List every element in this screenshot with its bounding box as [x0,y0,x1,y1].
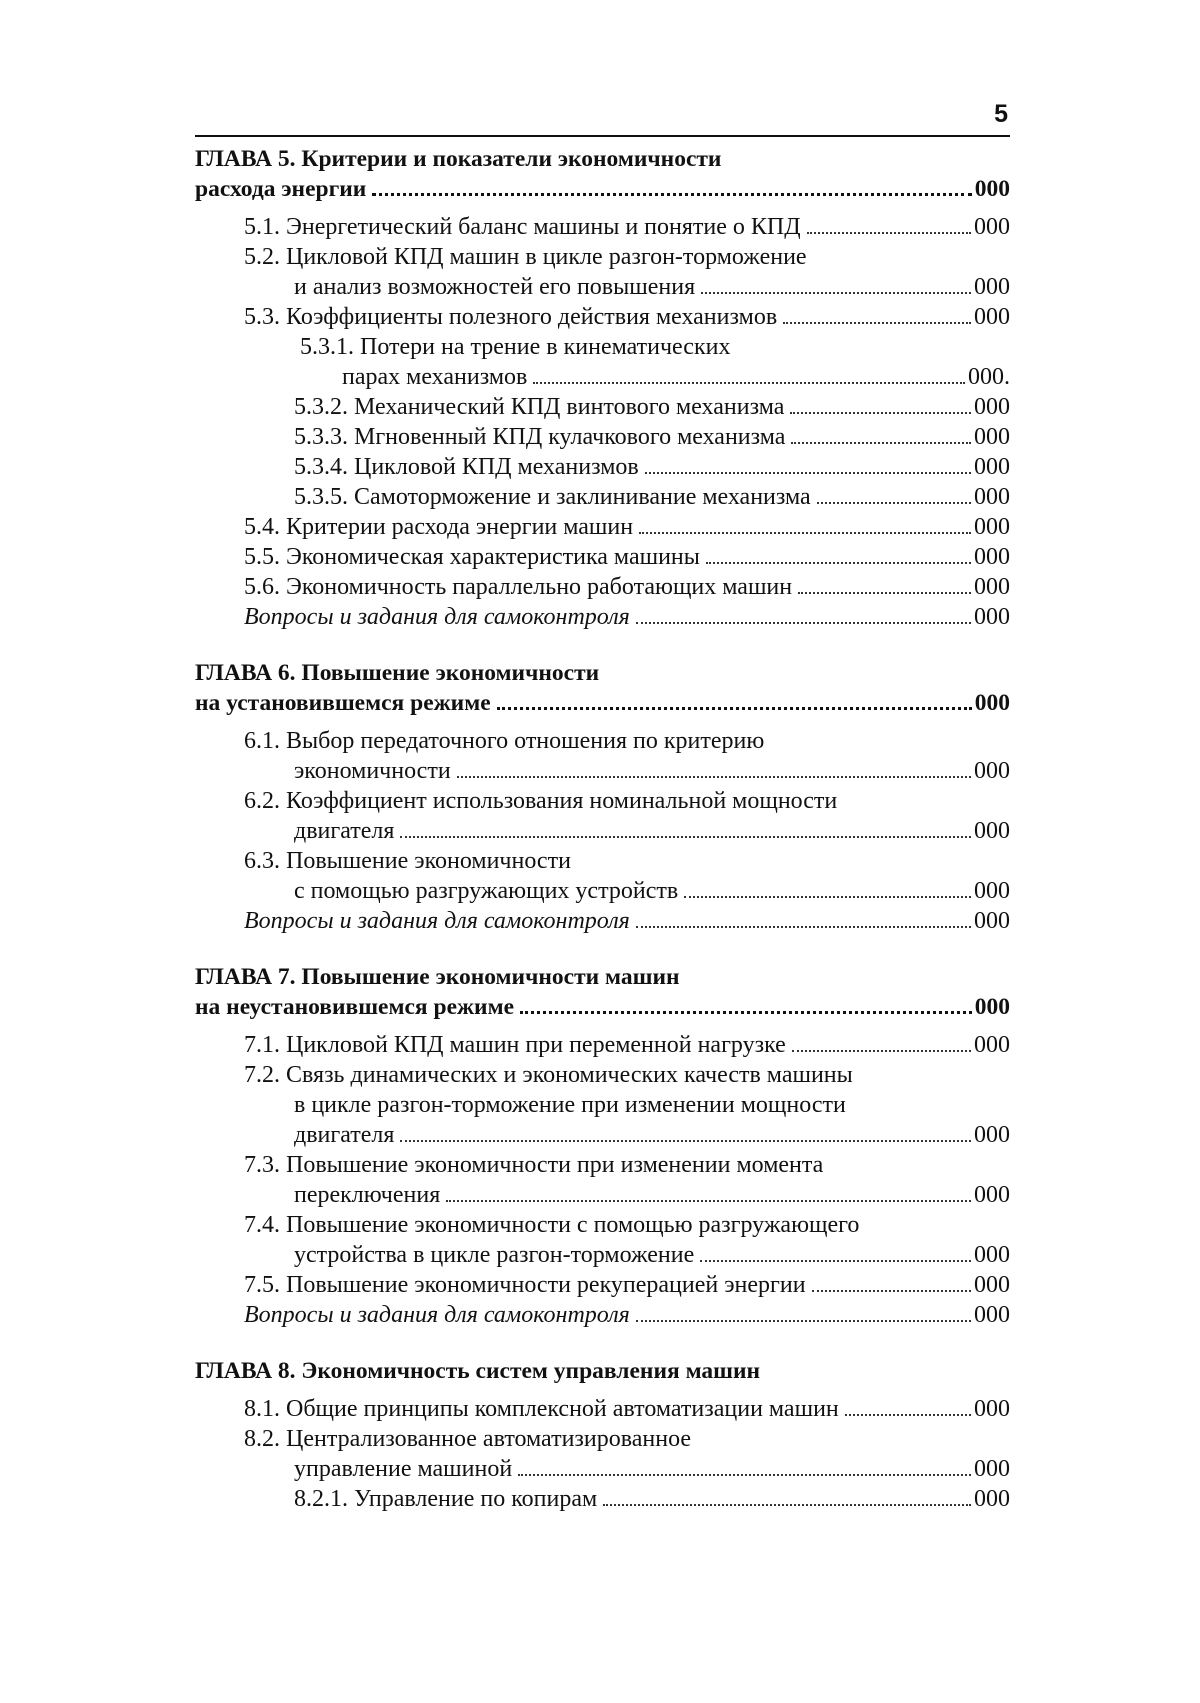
page-ref: 000 [974,758,1010,784]
page-ref: 000 [974,1486,1010,1512]
toc-entry [195,1424,1010,1454]
leader-dots [446,1182,971,1202]
leader-dots [807,214,971,234]
toc-entry [195,212,1010,242]
leader-dots [792,1032,971,1052]
leader-dots [497,690,972,710]
leader-dots [636,908,971,928]
page-ref: 000 [974,274,1010,300]
entry-title: 5.3.1. Потери на трение в кинематических [300,334,731,360]
entry-title: 7.1. Цикловой КПД машин при переменной нагрузке [244,1032,786,1058]
entry-title: 5.1. Энергетический баланс машины и понятие о КПД [244,214,801,240]
page-ref: 000 [974,1302,1010,1328]
leader-dots [372,176,971,196]
entry-title-cont: парах механизмов [342,364,528,390]
chapter-title: ГЛАВА 8. Экономичность систем управления машин [195,1358,761,1384]
leader-dots [790,394,971,414]
entry-title-cont: переключения [294,1182,441,1208]
page-ref: 000 [974,1242,1010,1268]
chapter-title-line [195,1356,1010,1386]
page-ref: 000 [974,1456,1010,1482]
entry-title: 7.2. Связь динамических и экономических качеств машины [244,1062,853,1088]
toc-entry [195,572,1010,602]
toc-entry [195,452,1010,482]
page-ref: 000 [974,304,1010,330]
page-ref: 000 [974,424,1010,450]
toc-page [195,0,1010,1514]
page-ref: 000 [974,394,1010,420]
toc-entry [195,1210,1010,1240]
chapter-title: ГЛАВА 6. Повышение экономичности [195,660,600,686]
toc-entry-questions [195,602,1010,632]
toc-entry-cont [195,362,1010,392]
toc-entry [195,726,1010,756]
entry-title: 5.5. Экономическая характеристика машины [244,544,700,570]
page-ref: 000. [968,364,1010,390]
leader-dots [636,1302,971,1322]
toc-entry-questions [195,906,1010,936]
chapter-title: ГЛАВА 7. Повышение экономичности машин [195,964,680,990]
toc-entry [195,242,1010,272]
leader-dots [533,364,965,384]
entry-title-cont: в цикле разгон-торможение при изменении мощности [294,1092,846,1118]
page-ref: 000 [974,454,1010,480]
page-ref: 000 [974,878,1010,904]
leader-dots [817,484,971,504]
toc-entry-cont [195,1090,1010,1120]
header-rule [195,135,1010,137]
leader-dots [798,574,971,594]
toc-entry-cont [195,1120,1010,1150]
entry-title: 5.6. Экономичность параллельно работающих машин [244,574,793,600]
entry-title: 7.3. Повышение экономичности при изменении момента [244,1152,824,1178]
entry-title: 5.4. Критерии расхода энергии машин [244,514,634,540]
leader-dots [457,758,971,778]
leader-dots [400,1122,971,1142]
chapter-title-line [195,174,1010,204]
entry-title: 6.3. Повышение экономичности [244,848,571,874]
toc-entry [195,1030,1010,1060]
page-ref: 000 [974,484,1010,510]
chapter-title-cont: на неустановившемся режиме [195,994,515,1020]
chapter-5 [195,144,1010,632]
chapter-title-cont: на установившемся режиме [195,690,491,716]
chapter-title-line [195,144,1010,174]
entry-title: Вопросы и задания для самоконтроля [244,604,630,630]
leader-dots [520,994,972,1014]
toc-entry [195,1394,1010,1424]
page-ref: 000 [974,544,1010,570]
page-ref: 000 [974,214,1010,240]
entry-title: 8.2.1. Управление по копирам [294,1486,598,1512]
entry-title: 8.1. Общие принципы комплексной автоматизации машин [244,1396,839,1422]
entry-title-cont: управление машиной [294,1456,513,1482]
toc-entry [195,332,1010,362]
page-ref: 000 [974,574,1010,600]
chapter-title-line [195,658,1010,688]
entry-title: Вопросы и задания для самоконтроля [244,908,630,934]
chapter-6 [195,658,1010,936]
toc-entry [195,422,1010,452]
leader-dots [645,454,971,474]
toc-entry-cont [195,1240,1010,1270]
toc-entry-cont [195,756,1010,786]
page-ref: 000 [974,1032,1010,1058]
leader-dots [636,604,971,624]
entry-title-cont: с помощью разгружающих устройств [294,878,679,904]
entry-title: 5.2. Цикловой КПД машин в цикле разгон-торможение [244,244,807,270]
leader-dots [701,274,971,294]
toc-entry-questions [195,1300,1010,1330]
chapter-title: ГЛАВА 5. Критерии и показатели экономичности [195,146,722,172]
toc-entry-cont [195,1180,1010,1210]
toc-entry [195,512,1010,542]
table-of-contents [195,144,1010,1514]
page-header [195,0,1010,140]
leader-dots [684,878,971,898]
leader-dots [706,544,971,564]
page-ref: 000 [974,1272,1010,1298]
chapter-8 [195,1356,1010,1514]
entry-title: 7.4. Повышение экономичности с помощью разгружающего [244,1212,860,1238]
leader-dots [791,424,971,444]
entry-title: 5.3.3. Мгновенный КПД кулачкового механизма [294,424,786,450]
leader-dots [639,514,971,534]
entry-title: 5.3.5. Самоторможение и заклинивание механизма [294,484,811,510]
leader-dots [400,818,971,838]
page-ref: 000 [974,604,1010,630]
chapter-title-line [195,992,1010,1022]
entry-title: 5.3.4. Цикловой КПД механизмов [294,454,639,480]
toc-entry [195,392,1010,422]
entry-title: 8.2. Централизованное автоматизированное [244,1426,692,1452]
page-ref: 000 [974,514,1010,540]
toc-entry-cont [195,816,1010,846]
page-ref: 000 [974,908,1010,934]
entry-title: 7.5. Повышение экономичности рекуперацией энергии [244,1272,806,1298]
leader-dots [603,1486,971,1506]
page-ref: 000 [974,818,1010,844]
toc-entry [195,1270,1010,1300]
toc-entry [195,542,1010,572]
toc-entry-cont [195,876,1010,906]
page-ref: 000 [974,1396,1010,1422]
toc-entry [195,1150,1010,1180]
toc-entry [195,786,1010,816]
toc-entry-cont [195,272,1010,302]
toc-entry [195,1060,1010,1090]
entry-title-cont: экономичности [294,758,451,784]
page-ref: 000 [974,176,1010,202]
toc-entry [195,302,1010,332]
leader-dots [783,304,971,324]
leader-dots [845,1396,971,1416]
page-ref: 000 [974,690,1010,716]
toc-entry [195,846,1010,876]
toc-entry [195,1484,1010,1514]
entry-title-cont: двигателя [294,1122,395,1148]
entry-title-cont: устройства в цикле разгон-торможение [294,1242,695,1268]
page-ref: 000 [974,1122,1010,1148]
entry-title-cont: и анализ возможностей его повышения [294,274,696,300]
entry-title: Вопросы и задания для самоконтроля [244,1302,630,1328]
chapter-title-line [195,688,1010,718]
page-ref: 000 [974,1182,1010,1208]
page-ref: 000 [974,994,1010,1020]
toc-entry-cont [195,1454,1010,1484]
leader-dots [518,1456,971,1476]
entry-title: 6.2. Коэффициент использования номинальной мощности [244,788,838,814]
entry-title-cont: двигателя [294,818,395,844]
chapter-title-line [195,962,1010,992]
chapter-title-cont: расхода энергии [195,176,367,202]
entry-title: 6.1. Выбор передаточного отношения по критерию [244,728,765,754]
leader-dots [700,1242,971,1262]
leader-dots [812,1272,971,1292]
page-number: 5 [994,100,1008,128]
chapter-7 [195,962,1010,1330]
entry-title: 5.3. Коэффициенты полезного действия механизмов [244,304,778,330]
entry-title: 5.3.2. Механический КПД винтового механизма [294,394,785,420]
toc-entry [195,482,1010,512]
